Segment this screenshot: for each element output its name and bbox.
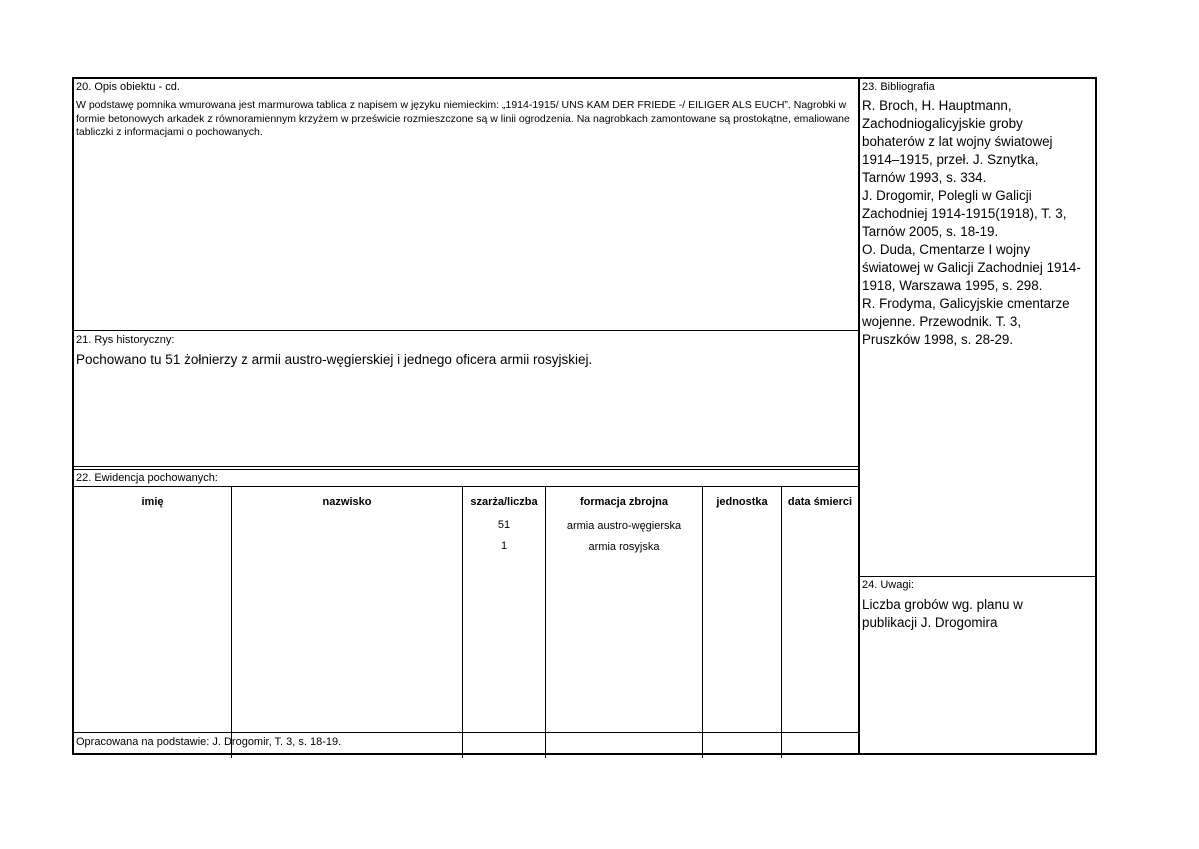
bibliografia-label: 23. Bibliografia [862,81,935,93]
bibliografia-line: bohaterów z lat wojny światowej [862,134,1053,149]
uwagi-label: 24. Uwagi: [862,579,914,591]
bibliografia-line: Zachodniej 1914-1915(1918), T. 3, [862,206,1067,221]
bibliografia-line: Tarnów 2005, s. 18-19. [862,224,999,239]
rys-text: Pochowano tu 51 żołnierzy z armii austro-węgierskiej i jednego oficera armii rosyjskiej. [76,352,593,367]
table-row-1-liczba: 51 [497,519,511,531]
ewidencja-footer: Opracowana na podstawie: J. Drogomir, T. 3, s. 18-19. [76,736,342,748]
bibliografia-line: 1918, Warszawa 1995, s. 298. [862,278,1043,293]
bibliografia-line: R. Broch, H. Hauptmann, [862,98,1012,113]
bibliografia-line: Zachodniogalicyjskie groby [862,116,1023,131]
table-row-1-formacja: armia austro-węgierska [566,520,682,532]
bibliografia-line: O. Duda, Cmentarze I wojny [862,242,1031,257]
uwagi-line: Liczba grobów wg. planu w [862,597,1023,612]
bibliografia-list [862,97,1094,349]
header-nazwisko: nazwisko [322,496,372,508]
bibliografia-line: J. Drogomir, Polegli w Galicji [862,188,1032,203]
ewidencja-label: 22. Ewidencja pochowanych: [76,472,218,484]
table-row-2-liczba: 1 [500,540,508,552]
bibliografia-line: Pruszków 1998, s. 28-29. [862,332,1014,347]
bibliografia-line: Tarnów 1993, s. 334. [862,170,987,185]
header-jednostka: jednostka [716,496,768,508]
opis-label: 20. Opis obiektu - cd. [76,81,180,93]
rys-label: 21. Rys historyczny: [76,334,175,346]
bibliografia-line: wojenne. Przewodnik. T. 3, [862,314,1022,329]
opis-text: W podstawę pomnika wmurowana jest marmurowa tablica z napisem w języku niemieckim: „1914-1915/ UNS KAM DER FRIEDE -/ EILIGER ALS EUCH”. Nagrobki w formie betonowych arkadek z równoramiennym krzyżem w prześwicie rozmieszczone są w linii ogrodzenia. Na nagrobkach zamontowane są prostokątne, emaliowane tabliczki z informacjami o pochowanych. [76,99,850,138]
uwagi-line: publikacji J. Drogomira [862,615,998,630]
header-imie: imię [141,496,164,508]
bibliografia-line: 1914–1915, przeł. J. Sznytka, [862,152,1039,167]
table-row-2-formacja: armia rosyjska [588,541,660,553]
uwagi-text [862,596,1094,632]
header-formacja: formacja zbrojna [579,496,669,508]
header-szarza-liczba: szarża/liczba [470,496,538,508]
bibliografia-line: światowej w Galicji Zachodniej 1914- [862,260,1081,275]
bibliografia-line: R. Frodyma, Galicyjskie cmentarze [862,296,1070,311]
header-data-smierci: data śmierci [787,496,853,508]
